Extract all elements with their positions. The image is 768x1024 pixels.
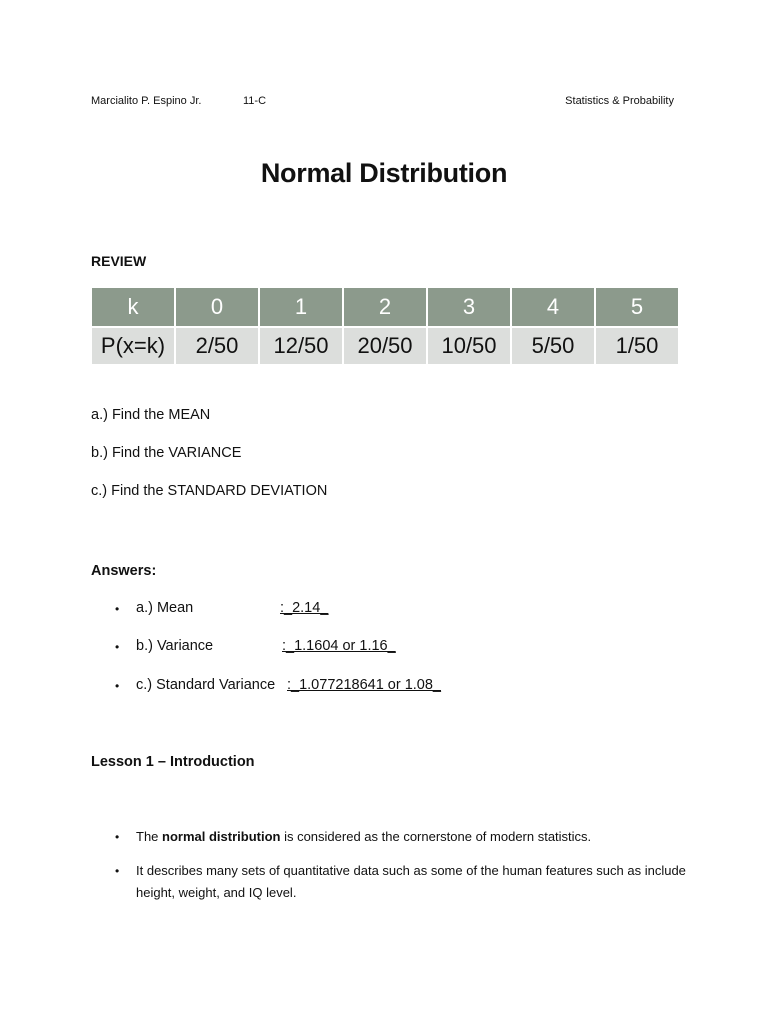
p-cell: 2/50	[176, 326, 258, 364]
p-cell: 1/50	[596, 326, 678, 364]
bullet-icon: •	[115, 679, 120, 693]
answer-value-std: :_1.077218641 or 1.08_	[287, 677, 441, 693]
answer-label-std: c.) Standard Variance	[136, 677, 276, 693]
p-header-cell: P(x=k)	[92, 326, 174, 364]
review-heading: REVIEW	[91, 253, 147, 269]
lesson-text: It describes many sets of quantitative data such as some of the human features such as include height, weight, and IQ level.	[136, 863, 686, 900]
question-mean: a.) Find the MEAN	[91, 407, 211, 423]
question-variance: b.) Find the VARIANCE	[91, 445, 242, 461]
k-cell: 1	[260, 288, 342, 326]
p-cell: 5/50	[512, 326, 594, 364]
question-std-dev: c.) Find the STANDARD DEVIATION	[91, 483, 328, 499]
probability-table	[90, 288, 680, 364]
probability-row	[92, 326, 678, 364]
k-header-cell: k	[92, 288, 174, 326]
bullet-icon: •	[115, 602, 120, 616]
p-cell: 10/50	[428, 326, 510, 364]
answer-label-variance: b.) Variance	[136, 638, 214, 654]
bullet-icon: •	[115, 830, 120, 844]
page-title: Normal Distribution	[260, 158, 508, 188]
p-cell: 20/50	[344, 326, 426, 364]
k-cell: 2	[344, 288, 426, 326]
lesson-text: is considered as the cornerstone of modern statistics.	[280, 829, 592, 844]
k-cell: 4	[512, 288, 594, 326]
bullet-icon: •	[115, 864, 120, 878]
answer-value-variance: :_1.1604 or 1.16_	[282, 638, 396, 654]
p-cell: 12/50	[260, 326, 342, 364]
answer-value-mean: :_2.14_	[280, 600, 329, 616]
class-section: 11-C	[243, 95, 267, 107]
answer-label-mean: a.) Mean	[136, 600, 194, 616]
k-row	[92, 288, 678, 326]
k-cell: 0	[176, 288, 258, 326]
bullet-icon: •	[115, 640, 120, 654]
lesson-bullet-1	[136, 826, 696, 848]
author-name: Marcialito P. Espino Jr.	[91, 95, 202, 107]
lesson-text: The	[136, 829, 163, 844]
answers-heading: Answers:	[91, 563, 157, 579]
lesson-heading: Lesson 1 – Introduction	[91, 754, 255, 770]
k-cell: 5	[596, 288, 678, 326]
lesson-bullet-2	[136, 860, 696, 904]
subject-name: Statistics & Probability	[565, 95, 674, 107]
k-cell: 3	[428, 288, 510, 326]
lesson-bold-term: normal distribution	[162, 829, 281, 844]
